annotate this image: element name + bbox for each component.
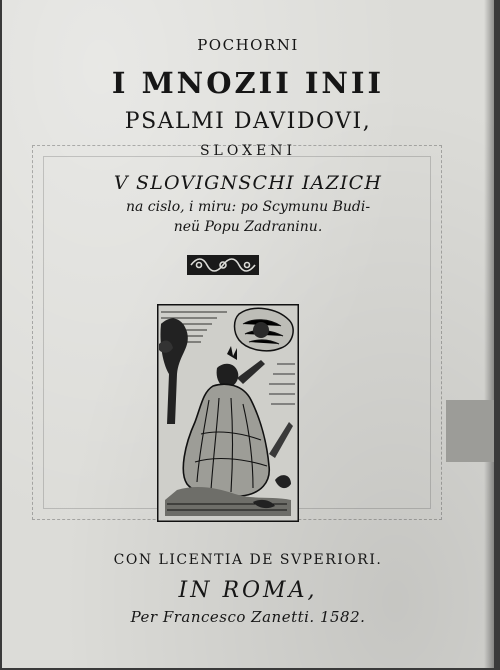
imprint-city: IN ROMA, <box>178 578 318 603</box>
title-line-mnozii: I MNOZII INII <box>111 66 385 100</box>
title-line-sloxeni: SLOXENI <box>199 143 297 159</box>
woodcut-praying-figure-icon <box>157 304 299 522</box>
printers-ornament-icon <box>187 255 259 275</box>
page-tab-strip <box>446 400 494 462</box>
title-line-pochorni: POCHORNI <box>197 36 299 54</box>
title-line-psalmi: PSALMI DAVIDOVI, <box>124 109 372 134</box>
title-line-slovignschi: V SLOVIGNSCHI IAZICH <box>113 172 383 194</box>
title-line-author-2: neü Popu Zadraninu. <box>173 219 323 235</box>
imprint-printer-year: Per Francesco Zanetti. 1582. <box>130 608 366 626</box>
license-line: CON LICENTIA DE SVPERIORI. <box>113 552 383 568</box>
title-line-author-1: na cislo, i miru: po Scymunu Budi- <box>125 199 371 215</box>
title-page <box>2 0 494 668</box>
